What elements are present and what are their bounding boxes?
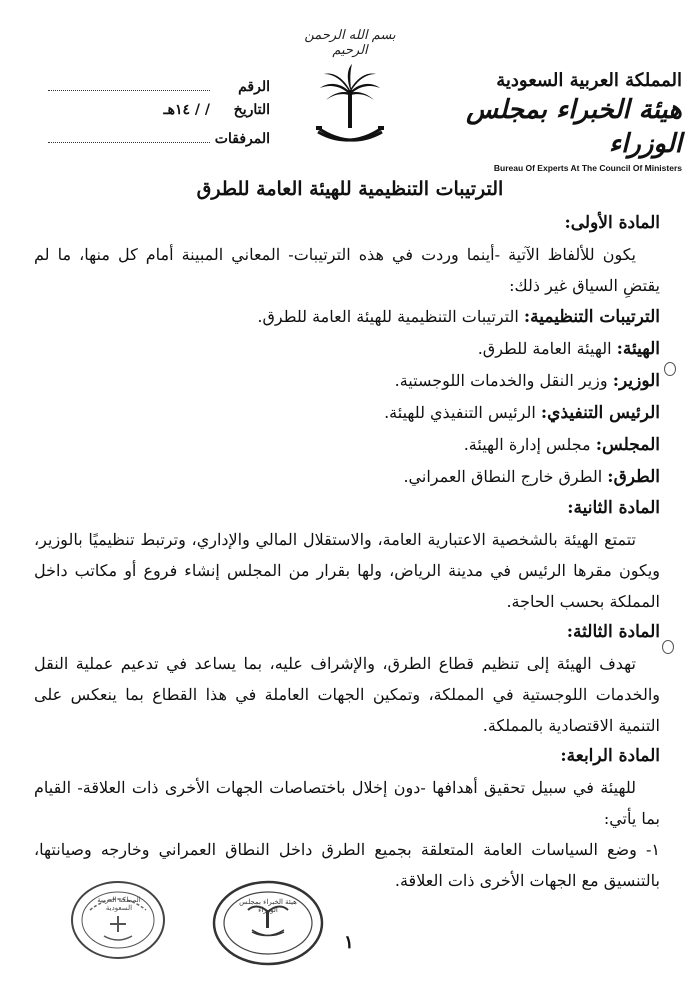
article-2-text: تتمتع الهيئة بالشخصية الاعتبارية العامة، والاستقلال المالي والإداري، وترتبط تنظيميًا بالوزير، ويكون مقرها الرئيس في مدينة الرياض، ولها بقرار من المجلس إنشاء فروع أو مكاتب داخل المملكة بحسب الحاجة. <box>34 530 660 611</box>
article-3-text: تهدف الهيئة إلى تنظيم قطاع الطرق، والإشراف عليه، بما يساعد في تدعيم عملية النقل والخدمات اللوجستية في المملكة، وتمكين الجهات العاملة في هذا القطاع بما ينعكس على التنمية الاقتصادية بالمملكة. <box>34 654 660 735</box>
article-4-item: ١- وضع السياسات العامة المتعلقة بجميع الطرق داخل النطاق العمراني وخارجه وصيانتها، بالتنسيق مع الجهات الأخرى ذات العلاقة. <box>34 840 660 890</box>
reference-block <box>40 76 270 154</box>
bureau-name-ar: هيئة الخبراء بمجلس الوزراء <box>466 95 682 159</box>
article-2-heading: المادة الثانية: <box>567 498 660 518</box>
definition-meaning: الرئيس التنفيذي للهيئة. <box>384 403 536 422</box>
definition-term: الهيئة: <box>616 339 660 359</box>
official-stamp-middle <box>212 880 324 966</box>
definition-term: الترتيبات التنظيمية: <box>523 307 660 327</box>
ref-label: الرقم <box>238 79 270 95</box>
kingdom-name: المملكة العربية السعودية <box>496 70 682 91</box>
definition-meaning: مجلس إدارة الهيئة. <box>463 435 591 454</box>
stamp-text-middle: هيئة الخبراء بمجلس الوزراء <box>239 898 297 914</box>
definition-meaning: الترتيبات التنظيمية للهيئة العامة للطرق. <box>257 307 519 326</box>
article-1-heading: المادة الأولى: <box>564 213 660 233</box>
definition-term: الرئيس التنفيذي: <box>540 403 660 423</box>
date-row <box>40 102 270 128</box>
date-label: التاريخ <box>233 102 270 118</box>
attachments-line <box>48 128 210 143</box>
definitions-list <box>34 301 660 493</box>
definition-item <box>34 333 660 365</box>
definition-meaning: الطرق خارج النطاق العمراني. <box>403 467 603 486</box>
issuer-block <box>452 70 682 173</box>
basmala: بسم الله الرحمن الرحيم <box>304 28 396 58</box>
definition-item <box>34 301 660 333</box>
ref-row <box>40 76 270 102</box>
attachments-label: المرفقات <box>214 131 270 147</box>
definition-term: الطرق: <box>607 467 660 487</box>
ref-line <box>48 76 210 91</box>
article-4-heading: المادة الرابعة: <box>560 746 660 766</box>
definition-term: المجلس: <box>595 435 660 455</box>
definition-meaning: وزير النقل والخدمات اللوجستية. <box>394 371 608 390</box>
definition-item <box>34 397 660 429</box>
document-title: الترتيبات التنظيمية للهيئة العامة للطرق <box>196 178 504 200</box>
official-stamp-left <box>70 880 166 960</box>
punch-hole-mark <box>662 640 674 654</box>
page-number: ١ <box>344 932 354 953</box>
document-body <box>34 208 660 896</box>
date-value: / / ١٤هـ <box>163 102 210 118</box>
article-4-intro: للهيئة في سبيل تحقيق أهدافها -دون إخلال باختصاصات الجهات الأخرى ذات العلاقة- القيام بما يأتي: <box>34 778 660 828</box>
definition-item <box>34 429 660 461</box>
attachments-row <box>40 128 270 154</box>
definition-term: الوزير: <box>612 371 660 391</box>
stamp-text-left: المملكة العربية السعودية <box>97 896 141 912</box>
punch-hole-mark <box>664 362 676 376</box>
saudi-emblem-icon <box>312 62 388 152</box>
article-1-intro: يكون للألفاظ الآتية -أينما وردت في هذه الترتيبات- المعاني المبينة أمام كل منها، ما لم يقتضِ السياق غير ذلك: <box>34 245 660 295</box>
definition-item <box>34 365 660 397</box>
bureau-name-en: Bureau Of Experts At The Council Of Ministers <box>493 163 682 173</box>
definition-item <box>34 461 660 493</box>
definition-meaning: الهيئة العامة للطرق. <box>477 339 612 358</box>
article-3-heading: المادة الثالثة: <box>566 622 660 642</box>
